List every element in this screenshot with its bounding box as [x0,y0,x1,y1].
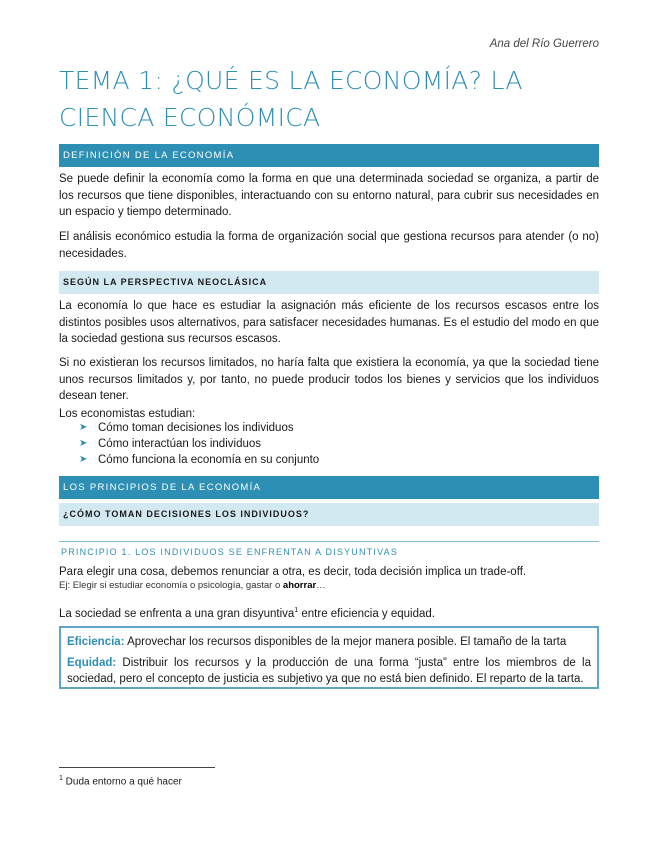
footnote: $^1$ Duda entorno a qué hacer [59,775,182,788]
paragraph: Si no existieran los recursos limitados, no haría falta que existiera la economía, ya que la sociedad tiene unos recursos limitados y, por tanto, no puede producir todos los bienes y servicios que los individuos desean tener. [59,357,599,402]
definition-box [59,626,599,689]
box-line-equidad: Equidad: Distribuir los recursos y la producción de una forma “justa” entre los miembros de la sociedad, pero el concepto de justicia es subjetivo ya que no está bien definido. El reparto de la tarta. [67,656,591,685]
arrow-bullet-icon: ➤ [79,438,88,449]
list-item: ➤ Cómo interactúan los individuos [79,438,262,450]
economists-study-list [79,420,319,468]
list-item: ➤ Cómo toman decisiones los individuos [79,422,294,434]
paragraph: Se puede definir la economía como la forma en que una determinada sociedad se organiza, a partir de los recursos que tiene disponibles, interactuando con su entorno natural, para cubrir sus necesidades en un espacio y tiempo determinado. [59,173,599,218]
list-intro: Los economistas estudian: [59,408,196,420]
arrow-bullet-icon: ➤ [79,422,88,433]
paragraph: La economía lo que hace es estudiar la asignación más eficiente de los recursos escasos entre los distintos posibles usos alternativos, para satisfacer necesidades humanas. Es el estudio del modo en que la sociedad gestiona sus recursos escasos. [59,300,599,345]
example-line: Ej: Elegir si estudiar economía o psicología, gastar o ahorrar… [59,580,326,591]
footnote-divider [59,767,215,768]
paragraph: Para elegir una cosa, debemos renunciar a otra, es decir, toda decisión implica un trade-off. [59,566,527,578]
section-heading-principios: LOS PRINCIPIOS DE LA ECONOMÍA [59,476,599,499]
paragraph: El análisis económico estudia la forma de organización social que gestiona recursos para atender (o no) necesidades. [59,231,599,260]
header-author: Ana del Río Guerrero [489,38,599,50]
principle-heading: PRINCIPIO 1. LOS INDIVIDUOS SE ENFRENTAN A DISYUNTIVAS [59,541,599,561]
subsection-heading: ¿CÓMO TOMAN DECISIONES LOS INDIVIDUOS? [59,503,599,526]
box-line-eficiencia: Eficiencia: Aprovechar los recursos disponibles de la mejor manera posible. El tamaño de la tarta [67,636,567,648]
section-heading-neoclasica: SEGÚN LA PERSPECTIVA NEOCLÁSICA [59,271,599,294]
paragraph: La sociedad se enfrenta a una gran disyuntiva$^1$ entre eficiencia y equidad. [59,607,435,620]
section-heading-definicion: DEFINICIÓN DE LA ECONOMÍA [59,144,599,167]
list-item: ➤ Cómo funciona la economía en su conjunto [79,454,320,466]
arrow-bullet-icon: ➤ [79,454,88,465]
page-title: TEMA 1: ¿QUÉ ES LA ECONOMÍA? LA CIENCA ECONÓMICA [59,66,523,132]
